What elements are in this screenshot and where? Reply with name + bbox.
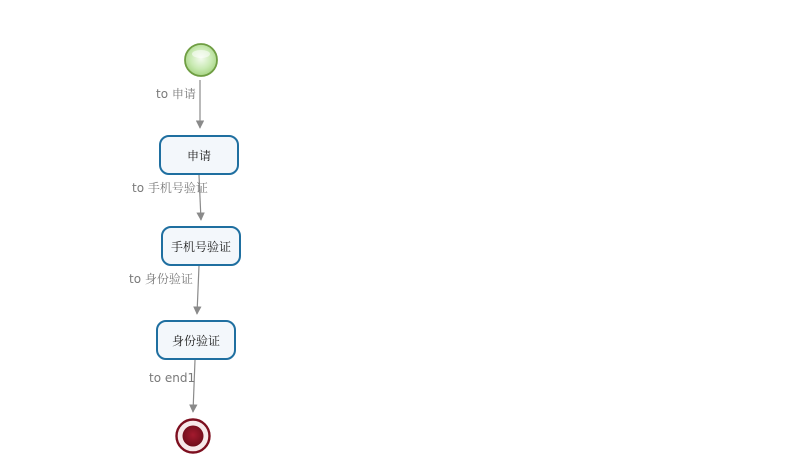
edge-identity-to-end[interactable]: [193, 360, 195, 412]
task-apply[interactable]: [159, 135, 239, 175]
start-event-highlight-icon: [192, 50, 210, 58]
start-event-icon[interactable]: [185, 44, 217, 76]
transition-label-to-identity: to 身份验证: [129, 272, 193, 286]
task-phone-verify[interactable]: [161, 226, 241, 266]
end-event-core-icon: [183, 426, 204, 447]
edge-phone-to-identity[interactable]: [197, 266, 199, 314]
transition-label-to-end: to end1: [149, 371, 196, 385]
task-identity-verify[interactable]: [156, 320, 236, 360]
transition-label-to-apply: to 申请: [156, 87, 196, 101]
transition-label-to-phone: to 手机号验证: [132, 181, 208, 195]
task-apply-label: 申请: [186, 148, 211, 163]
task-phone-verify-label: 手机号验证: [170, 239, 231, 254]
task-identity-verify-label: 身份验证: [171, 333, 220, 348]
